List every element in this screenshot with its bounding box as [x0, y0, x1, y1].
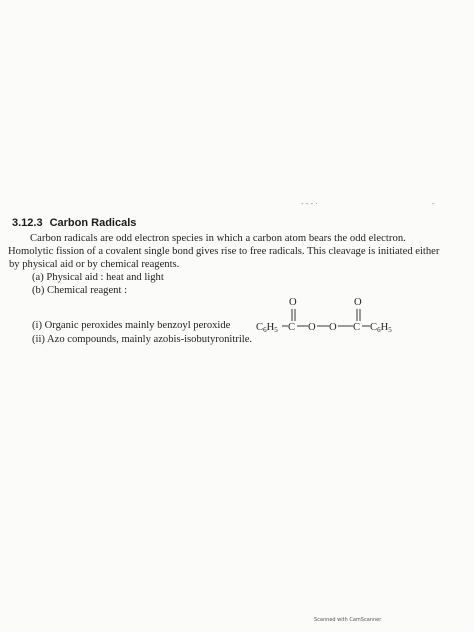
peroxide-oxygen-right: O [329, 322, 337, 333]
carbonyl-oxygen-right: O [354, 297, 362, 308]
scan-speck: - [432, 200, 435, 208]
list-item-chemical-reagent: (b) Chemical reagent : [32, 285, 128, 296]
section-heading [12, 217, 136, 229]
section-title: Carbon Radicals [49, 217, 137, 229]
paragraph-line-2: Homolytic fission of a covalent single bond gives rise to free radicals. This cleavage is initiated either [8, 246, 440, 257]
carbonyl-oxygen-left: O [289, 297, 297, 308]
formula-bonds [282, 309, 370, 326]
scanner-watermark: Scanned with CamScanner [314, 617, 382, 623]
phenyl-group-left: C6H5 [256, 322, 278, 334]
list-item-physical-aid: (a) Physical aid : heat and light [32, 272, 164, 283]
list-item-organic-peroxides [32, 320, 230, 332]
organic-peroxides-text: (i) Organic peroxides mainly benzoyl peroxide [32, 320, 231, 331]
paragraph-line-1: Carbon radicals are odd electron species in which a carbon atom bears the odd electron. [30, 233, 406, 244]
list-item-azo-compounds: (ii) Azo compounds, mainly azobis-isobutyronitrile. [32, 334, 253, 345]
peroxide-oxygen-left: O [308, 322, 316, 333]
scan-speck: - - - · [301, 200, 318, 208]
carbonyl-carbon-left: C [288, 322, 296, 333]
paragraph-line-3: by physical aid or by chemical reagents. [9, 259, 180, 270]
phenyl-group-right: C6H5 [370, 322, 392, 334]
carbonyl-carbon-right: C [353, 322, 361, 333]
section-number: 3.12.3 [12, 217, 43, 229]
